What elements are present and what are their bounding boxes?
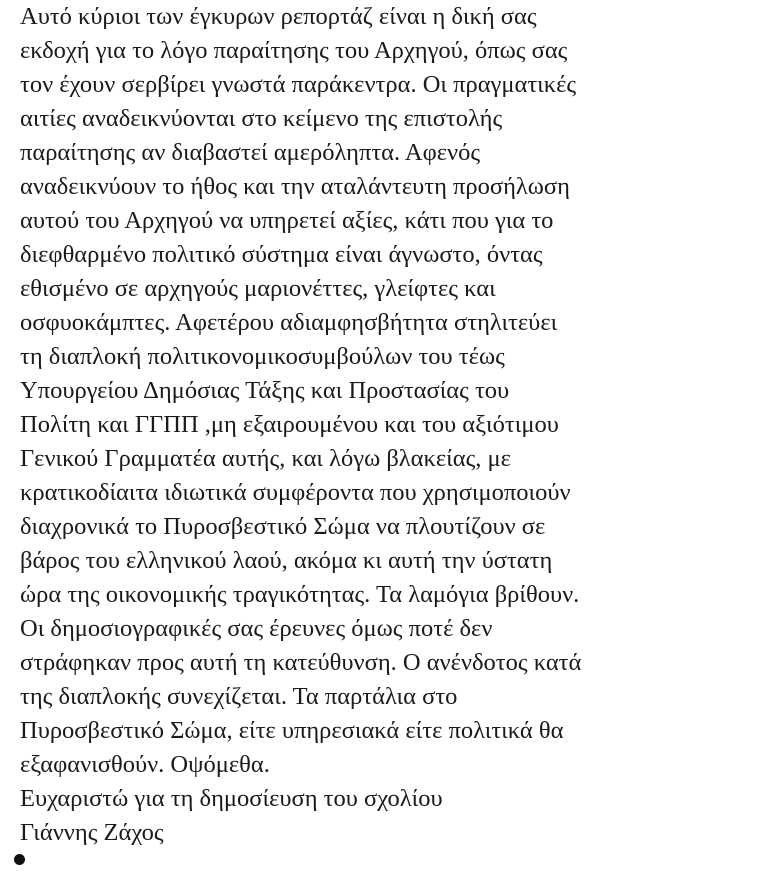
author-signature: Γιάννης Ζάχος	[20, 819, 164, 846]
text-line: αιτίες αναδεικνύονται στο κείμενο της επιστολής	[20, 105, 503, 132]
text-line: Αυτό κύριοι των έγκυρων ρεπορτάζ είναι η δική σας	[20, 3, 537, 30]
text-line: στράφηκαν προς αυτή τη κατεύθυνση. Ο ανένδοτος κατά	[20, 649, 582, 676]
text-line: της διαπλοκής συνεχίζεται. Τα παρτάλια στο	[20, 683, 458, 710]
text-line: αναδεικνύουν το ήθος και την αταλάντευτη προσήλωση	[20, 173, 570, 200]
text-line: οσφυοκάμπτες. Αφετέρου αδιαμφησβήτητα στηλιτεύει	[20, 309, 558, 336]
thanks-line: Ευχαριστώ για τη δημοσίευση του σχολίου	[20, 785, 443, 812]
text-line: εκδοχή για το λόγο παραίτησης του Αρχηγού, όπως σας	[20, 37, 568, 64]
text-line: ώρα της οικονομικής τραγικότητας. Τα λαμόγια βρίθουν.	[20, 581, 580, 608]
text-line: τον έχουν σερβίρει γνωστά παράκεντρα. Οι πραγματικές	[20, 71, 577, 98]
comment-body	[20, 0, 760, 850]
text-line: παραίτησης αν διαβαστεί αμερόληπτα. Αφενός	[20, 139, 481, 166]
text-line: εθισμένο σε αρχηγούς μαριονέττες, γλείφτες και	[20, 275, 496, 302]
text-line: Οι δημοσιογραφικές σας έρευνες όμως ποτέ δεν	[20, 615, 493, 642]
text-line: βάρος του ελληνικού λαού, ακόμα κι αυτή την ύστατη	[20, 547, 553, 574]
text-line: αυτού του Αρχηγού να υπηρετεί αξίες, κάτι που για το	[20, 207, 554, 234]
text-line: Πολίτη και ΓΓΠΠ ,μη εξαιρουμένου και του αξιότιμου	[20, 411, 559, 438]
text-line: διαχρονικά το Πυροσβεστικό Σώμα να πλουτίζουν σε	[20, 513, 546, 540]
text-line: Πυροσβεστικό Σώμα, είτε υπηρεσιακά είτε πολιτικά θα	[20, 717, 564, 744]
text-line: εξαφανισθούν. Οψόμεθα.	[20, 751, 270, 778]
text-line: Υπουργείου Δημόσιας Τάξης και Προστασίας του	[20, 377, 510, 404]
text-line: διεφθαρμένο πολιτικό σύστημα είναι άγνωστο, όντας	[20, 241, 543, 268]
text-line: Γενικού Γραμματέα αυτής, και λόγω βλακείας, με	[20, 445, 511, 472]
bullet-icon	[14, 854, 25, 865]
text-line: τη διαπλοκή πολιτικονομικοσυμβούλων του τέως	[20, 343, 505, 370]
text-line: κρατικοδίαιτα ιδιωτικά συμφέροντα που χρησιμοποιούν	[20, 479, 571, 506]
